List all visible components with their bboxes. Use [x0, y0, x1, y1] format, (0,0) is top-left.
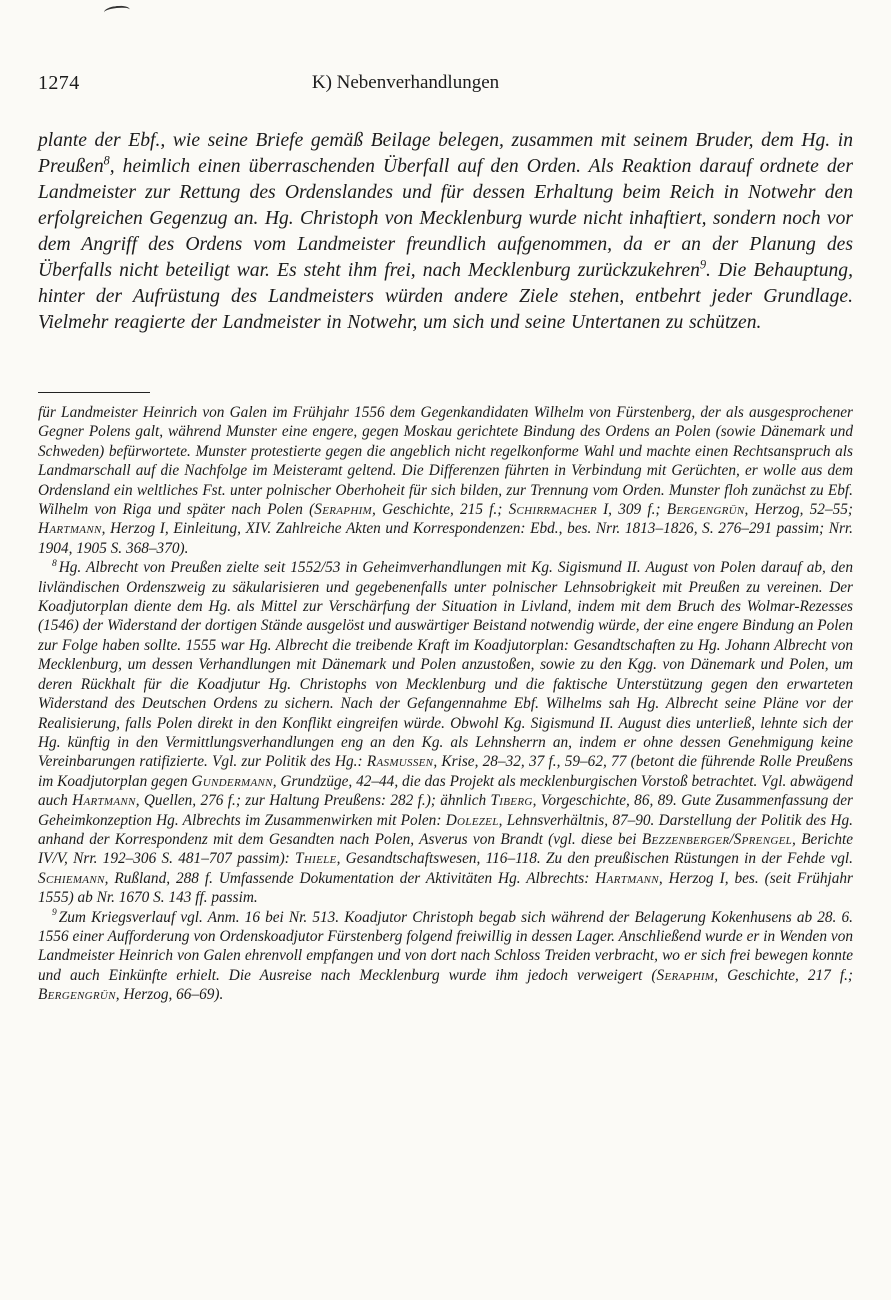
- page-header: [38, 72, 853, 96]
- footnote-9-text: Zum Kriegsverlauf vgl. Anm. 16 bei Nr. 513. Koadjutor Christoph begab sich während der Belagerung Kokenhusens ab 28. 6. 1556 einer Aufforderung von Ordenskoadjutor Fürstenberg folgend freiwillig in dessen Lager. Anschließend wurde er in Wenden von Landmeister Heinrich von Galen ehrenvoll empfangen und von dort nach Schloss Treiden verbracht, wo er sich frei bewegen konnte und auch Einkünfte erhielt. Die Ausreise nach Mecklenburg wurde ihm jedoch verweigert (Seraphim, Geschichte, 217 f.; Bergengrün, Herzog, 66–69).: [38, 908, 853, 1004]
- footnote-continuation-text: für Landmeister Heinrich von Galen im Frühjahr 1556 dem Gegenkandidaten Wilhelm von Fürstenberg, der als ausgesprochener Gegner Polens galt, während Munster eine engere, gegen Moskau gerichtete Bindung des Ordens an Polen (sowie Dänemark und Schweden) befürwortete. Munster protestierte gegen die angeblich nicht regelkonforme Wahl und machte einen Rechtsanspruch als Landmarschall auf die Nachfolge im Meisteramt geltend. Die Differenzen führten in Verbindung mit Gerüchten, er wolle aus dem Ordensland ein weltliches Fst. unter polnischer Oberhoheit für sich bilden, zur Trennung vom Orden. Munster floh zunächst zu Ebf. Wilhelm von Riga und später nach Polen (Seraphim, Geschichte, 215 f.; Schirrmacher I, 309 f.; Bergengrün, Herzog, 52–55; Hartmann, Herzog I, Einleitung, XIV. Zahlreiche Akten und Korrespondenzen: Ebd., bes. Nrr. 1813–1826, S. 276–291 passim; Nrr. 1904, 1905 S. 368–370).: [38, 404, 853, 557]
- main-paragraph: plante der Ebf., wie seine Briefe gemäß Beilage belegen, zusammen mit seinem Bruder, dem Hg. in Preußen$^8$, heimlich einen überraschenden Überfall auf den Orden. Als Reaktion darauf ordnete der Landmeister zur Rettung des Ordenslandes und für dessen Erhaltung beim Reich in Notwehr den erfolgreichen Gegenzug an. Hg. Christoph von Mecklenburg wurde nicht inhaftiert, sondern noch vor dem Angriff des Ordens vom Landmeister freundlich aufgenommen, da er an der Planung des Überfalls nicht beteiligt war. Es steht ihm frei, nach Mecklenburg zurückzukehren$^9$. Die Behauptung, hinter der Aufrüstung des Landmeisters würden andere Ziele stehen, entbehrt jeder Grundlage. Vielmehr reagierte der Landmeister in Notwehr, um sich und seine Untertanen zu schützen.: [38, 130, 853, 333]
- footnote-8: [38, 558, 853, 907]
- footnote-8-text: Hg. Albrecht von Preußen zielte seit 1552/53 in Geheimverhandlungen mit Kg. Sigismund II. August von Polen darauf ab, den livländischen Ordenszweig zu säkularisieren und gegebenenfalls unter polnischer Lehnsobrigkeit mit Preußen zu vereinen. Der Koadjutorplan diente dem Hg. als Mittel zur Verschärfung der Situation in Livland, indem mit dem Bruch des Wolmar-Rezesses (1546) der Widerstand der dortigen Stände ausgelöst und auswärtiger Beistand notwendig würde, der eine engere Bindung an Polen zur Folge haben sollte. 1555 war Hg. Albrecht die treibende Kraft im Koadjutorplan: Gesandtschaften zu Hg. Johann Albrecht von Mecklenburg, um dessen Verhandlungen mit Dänemark und Polen anzustoßen, sowie zu den Kgg. von Dänemark und Polen, um deren Rückhalt für die Koadjutur Hg. Christophs von Mecklenburg und die faktische Unterstützung gegen den erwarteten Widerstand des Deutschen Ordens zu sichern. Nach der Gefangennahme Ebf. Wilhelms sah Hg. Albrecht seine Pläne vor der Realisierung, falls Polen direkt in den Konflikt eingreifen würde. Obwohl Kg. Sigismund II. August dies unterließ, lehnte sich der Hg. künftig in den Vermittlungsverhandlungen eng an den Kg. als Lehnsherrn an, indem er ohne dessen Genehmigung keine Vereinbarungen ratifizierte. Vgl. zur Politik des Hg.: Rasmussen, Krise, 28–32, 37 f., 59–62, 77 (betont die führende Rolle Preußens im Koadjutorplan gegen Gundermann, Grundzüge, 42–44, die das Projekt als mecklenburgischen Vorstoß betrachtet. Vgl. abwägend auch Hartmann, Quellen, 276 f.; zur Haltung Preußens: 282 f.); ähnlich Tiberg, Vorgeschichte, 86, 89. Gute Zusammenfassung der Geheimkonzeption Hg. Albrechts im Zusammenwirken mit Polen: Dolezel, Lehnsverhältnis, 87–90. Darstellung der Politik des Hg. anhand der Korrespondenz mit dem Gesandten nach Polen, Asverus von Brandt (vgl. diese bei Bezzenberger/Sprengel, Berichte IV/V, Nrr. 192–306 S. 481–707 passim): Thiele, Gesandtschaftswesen, 116–118. Zu den preußischen Rüstungen in der Fehde vgl. Schiemann, Rußland, 288 f. Umfassende Dokumentation der Aktivitäten Hg. Albrechts: Hartmann, Herzog I, bes. (seit Frühjahr 1555) ab Nr. 1670 S. 143 ff. passim.: [38, 559, 854, 907]
- page-number: 1274: [38, 72, 80, 94]
- main-content: [38, 128, 853, 336]
- footnote-9-marker: 9: [52, 908, 57, 919]
- scan-artifact-mark: [104, 5, 131, 18]
- footnote-8-marker: 8: [52, 559, 57, 570]
- running-header-title: K) Nebenverhandlungen: [311, 72, 500, 93]
- footnote-separator-rule: [38, 392, 150, 393]
- footnote-9: [38, 908, 853, 1005]
- footnotes-section: [38, 392, 853, 1005]
- footnote-continuation: [38, 403, 853, 558]
